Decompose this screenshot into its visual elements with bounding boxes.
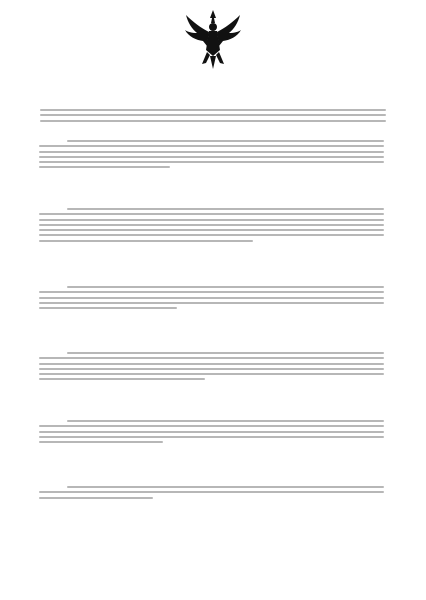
illegible-text-line <box>39 213 384 215</box>
illegible-text-line <box>39 302 384 304</box>
paragraph-1 <box>39 137 384 172</box>
illegible-text-line <box>40 109 386 111</box>
garuda-emblem <box>183 8 243 70</box>
illegible-text-line <box>67 208 384 210</box>
illegible-text-line <box>39 234 384 236</box>
illegible-text-line <box>39 307 177 309</box>
paragraph-6 <box>39 483 384 502</box>
illegible-text-line <box>39 224 384 226</box>
paragraph-3 <box>39 283 384 312</box>
illegible-text-line <box>39 441 163 443</box>
paragraph-4 <box>39 349 384 384</box>
illegible-text-line <box>67 420 384 422</box>
illegible-text-line <box>39 156 384 158</box>
illegible-text-line <box>39 497 153 499</box>
illegible-text-line <box>39 161 384 163</box>
illegible-text-line <box>39 431 384 433</box>
illegible-text-line <box>39 368 384 370</box>
illegible-text-line <box>39 491 384 493</box>
document-heading <box>40 106 386 125</box>
paragraph-2 <box>39 205 384 245</box>
paragraph-5 <box>39 417 384 446</box>
illegible-text-line <box>40 120 386 122</box>
illegible-text-line <box>39 425 384 427</box>
illegible-text-line <box>67 352 384 354</box>
illegible-text-line <box>39 363 384 365</box>
illegible-text-line <box>67 286 384 288</box>
illegible-text-line <box>39 229 384 231</box>
illegible-text-line <box>39 151 384 153</box>
illegible-text-line <box>39 291 384 293</box>
illegible-text-line <box>39 219 384 221</box>
garuda-emblem-icon <box>183 8 243 70</box>
illegible-text-line <box>39 166 170 168</box>
illegible-text-line <box>67 486 384 488</box>
illegible-text-line <box>39 240 253 242</box>
illegible-text-line <box>39 297 384 299</box>
illegible-text-line <box>39 436 384 438</box>
illegible-text-line <box>39 378 205 380</box>
illegible-text-line <box>40 114 386 116</box>
illegible-text-line <box>39 357 384 359</box>
illegible-text-line <box>67 140 384 142</box>
illegible-text-line <box>39 373 384 375</box>
illegible-text-line <box>39 145 384 147</box>
